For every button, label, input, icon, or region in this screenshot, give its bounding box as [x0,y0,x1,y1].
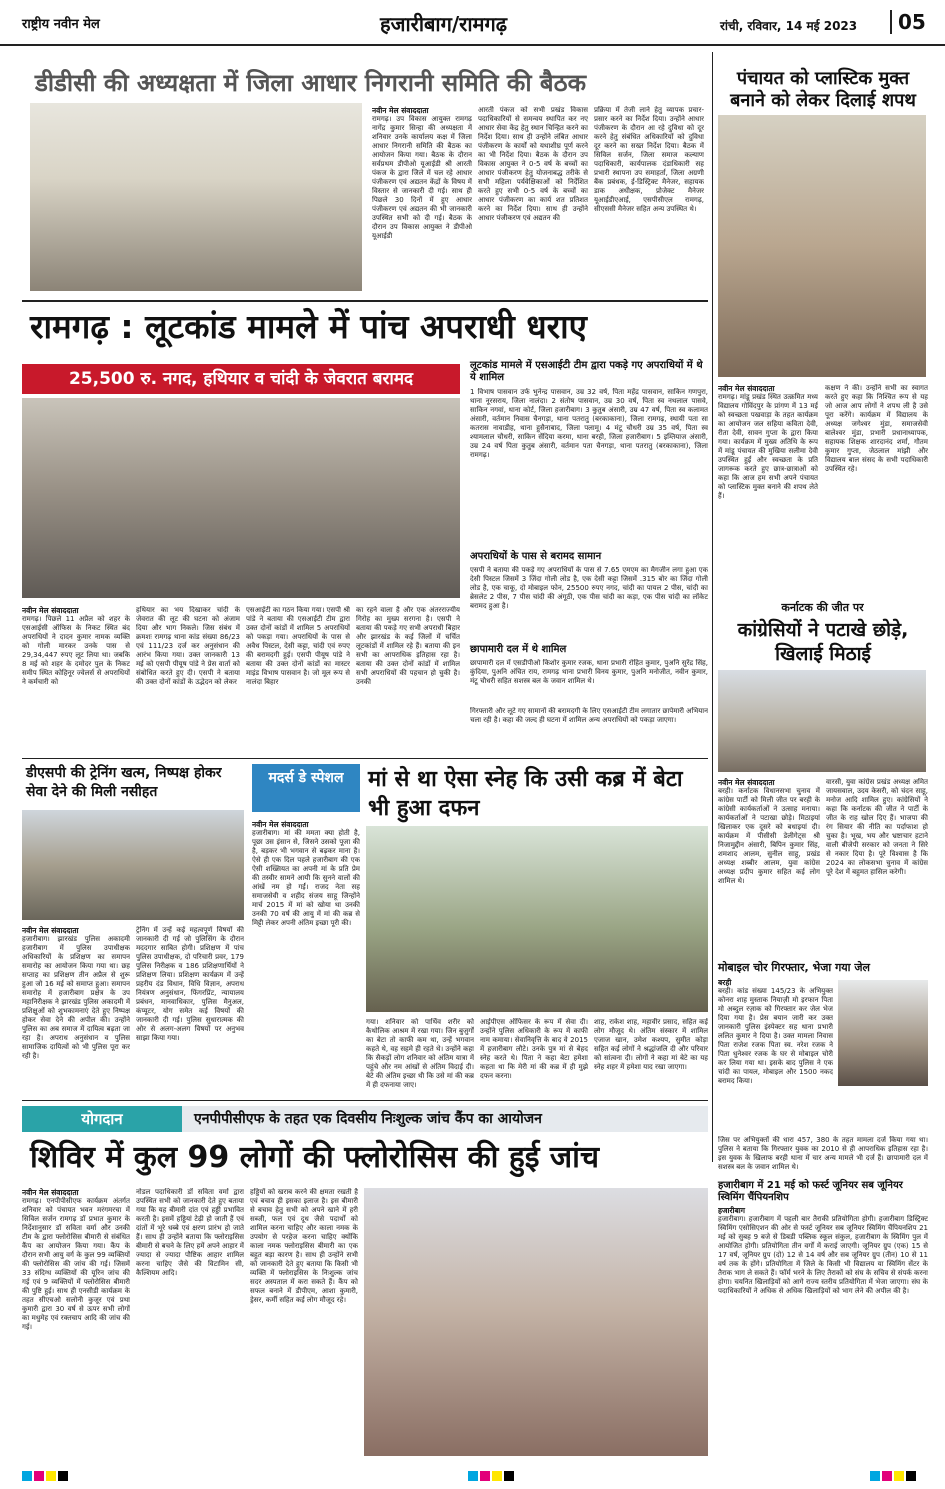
story6-headline: मां से था ऐसा स्नेह कि उसी कब्र में बेटा भी हुआ दफन [368,767,683,821]
story7-byline: बरही [718,978,732,987]
story3-side-body: 1 विभाष पासवान उर्फ भुनेन्द्र पासवान, उम्र 32 वर्ष, पिता महेंद्र पासवान, साकिन गणपुरा, थाना नूरसराय, जिला नालंदा। 2 संतोष पासवान, उम्र 30 वर्ष, पिता स्व नथलाल पासवे, साकिन नगवां, थाना कोर्ट, जिला हजारीबाग। 3 कुतुब अंसारी, उम्र 47 वर्ष, पिता स्व कलामत अंसारी, वर्तमान निवास चैनगड़ा, थाना पतरातु (बरकाकाना), जिला रामगढ़, स्थायी पता सा कतरास नावाडीह, थाना हुसैनाबाद, जिला पलामू। 4 मंटू चौधरी उम्र 35 वर्ष, पिता स्व श्यामलाल चौधरी, साकिन सेंदिया करमा, थाना बरही, जिला हजारीबाग। 5 इम्तियाज अंसारी, उम्र 24 वर्ष पिता कुतुब अंसारी, वर्तमान पता चैनगड़ा, थाना पतरातु (बरकाकाना), जिला रामगढ़। [470,388,708,459]
story3-team-body: छापामारी दल में एसडीपीओ किशोर कुमार रजक, थाना प्रभारी रोहित कुमार, पुअनि सुरेंद्र सिंह, कुंदिया, पुअनि अंचित राय, रामगढ़ थाना प्रभारी विनय कुमार, पुअनि मनोजीत, नवीन कुमार, मंटू चौधरी सहित सशस्त्र बल के जवान शामिल थे। [470,659,708,685]
story9-byline: नवीन मेल संवाददाता [22,1188,79,1197]
story3-col2: हथियार का भय दिखाकर चांदी के जेवरात की लूट की घटना को अंजाम दिया और भाग निकले। जिस संबंध में क्रमशः रामगढ़ थाना कांड संख्या 86/23 एवं 111/23 दर्ज कर अनुसंधान की आरंभ किया गया। उक्त जानकारी 13 मई को एसपी पीयूष पांडे ने प्रेस वार्ता को संबोधित करते हुए दी। एसपी ने बताया की उक्त दोनों कांडों के उद्भेदन को लेकर [136,606,240,686]
story3-col4: का रहने वाला है और एक अंतरराज्यीय गिरोह का मुख्य सरगना है। एसपी ने बताया की पकड़े गए सभी अपराधी बिहार और झारखंड के कई जिलों में चर्चित लूटकांडों में शामिल रहे हैं। बताया की इन सभी का आपराधिक इतिहास रहा है। बताया की उक्त दोनों कांडों में शामिल सभी अपराधियों की पहचान हो चुकी है। उनकी [356,606,460,686]
story8-col1 [718,1206,928,1456]
story4-col1 [718,778,820,958]
story2-photo [718,115,926,377]
story4-kicker: कर्नाटक की जीत पर [781,601,864,614]
story6-col2: गया। शनिवार को पार्थिव शरीर को कैथोलिक आश्रम में रखा गया। जिन बुजुर्गों का बेटा तो काफी कम था, उन्हें भगवान कहते थे, वह सहमे ही रहते थे। उन्होंने कहा कि सैकड़ों लोग शनिवार को अंतिम यात्रा में पहुंचे और नम आंखों से अंतिम विदाई दी। बेटे की अंतिम इच्छा थी कि उसे मां की कब्र में ही दफनाया जाए। [366,1018,474,1089]
story2-byline: नवीन मेल संवाददाता [718,384,775,393]
story8-byline: हजारीबाग [718,1206,745,1215]
story2-col1 [718,384,818,580]
story2-body1: रामगढ़। मांडू प्रखंड स्थित उत्क्रमित मध्य विद्यालय गोविंदपुर के प्रांगण में 13 मई को स्वच्छता पखवाड़ा के तहत कार्यक्रम का आयोजन जल सहिया कविता देवी, रीता देवी, सावन गुप्ता के द्वारा किया गया। कार्यक्रम में मुख्य अतिथि के रूप में मांडू पंचायत की मुखिया सलीमा देवी उपस्थित हुईं और स्वच्छता के प्रति जागरूक करते हुए छात्र-छात्राओं को कहा कि आज हम सभी अपने पंचायत को प्लास्टिक मुक्त बनाने की शपथ लेते हैं। [718,393,818,500]
story3-team-title: छापामारी दल में थे शामिल [470,644,567,655]
story5-headline: डीएसपी की ट्रेनिंग खत्म, निष्पक्ष होकर सेवा देने की मिली नसीहत [26,765,222,800]
story6-body1: हजारीबाग। मां की ममता क्या होती है, पूछा उस इंसान से, जिसने उसको पूजा की है, बड़कर भी भगवान से बढ़कर माना है। ऐसे ही एक दिल पहले हजारीबाग की एक ऐसी शख्सियत का अपनी मां के प्रति प्रेम की तस्वीर सामने आयी कि सुनने वालों की आंखें नम हो गईं। राजद नेता सह समाजसेवी व शहीद संजय साहू जिन्होंने मार्च 2015 में मां को खोया था उनकी उनकी 70 वर्ष की आयु में मां की कब्र से मिट्टी लेकर अपनी अंतिम इच्छा पूरी की। [252,829,360,927]
story8-body1: हजारीबाग। हजारीबाग में पहली बार तैराकी प्रतियोगिता होगी। हजारीबाग डिस्ट्रिक्ट स्विमिंग एसोसिएशन की ओर से फर्स्ट जूनियर सब जूनियर स्विमिंग चैंपियनशिप 21 मई को सुबह 9 बजे से डिबडी पब्लिक स्कूल संकुल, हजारीबाग के स्विमिंग पुल में आयोजित होगी। प्रतियोगिता तीन वर्गों में कराई जाएगी। जूनियर ग्रुप (एक) 15 से 17 वर्ष, जूनियर ग्रुप (दो) 12 से 14 वर्ष और सब जूनियर ग्रुप (तीन) 10 से 11 वर्ष तक के होंगे। प्रतियोगिता में जिले के किसी भी विद्यालय या स्विमिंग सेंटर के तैराक भाग ले सकते हैं। फॉर्म भरने के लिए तैराकों को संघ के सचिव से संपर्क करना होगा। चयनित खिलाड़ियों को आगे राज्य स्तरीय प्रतियोगिता में भेजा जाएगा। संघ के पदाधिकारियों ने अधिक से अधिक खिलाड़ियों को भाग लेने की अपील की है। [718,1215,928,1295]
story3-byline: नवीन मेल संवाददाता [22,606,79,615]
story6-label: मदर्स डे स्पेशल [252,764,360,812]
story1-headline: डीडीसी की अध्यक्षता में जिला आधार निगरानी समिति की बैठक [35,69,586,97]
story3-col1 [22,606,130,756]
story9-headline: शिविर में कुल 99 लोगों की फ्लोरोसिस की हुई जांच [30,1140,600,1175]
story3-recovery-body: एसपी ने बताया की पकड़े गए अपराधियों के पास से 7.65 एमएम का मैगजीन लगा हुआ एक देसी पिस्टल जिसमें 3 जिंदा गोली लोड है, एक देसी कट्टा जिसमें .315 बोर का जिंदा गोली लोड है, एक चाकू, दो मोबाइल फोन, 25500 रुपए नगद, चांदी का पायल 2 पीस, चांदी का ब्रेसलेट 2 पीस, 7 पीस चांदी की अंगूठी, एक पीस चांदी का कड़ा, एक पीस चांदी का लॉकेट बरामद हुआ है। [470,566,708,610]
story4-photo [718,670,926,772]
story2-headline: पंचायत को प्लास्टिक मुक्त बनाने को लेकर दिलाई शपथ [730,68,916,111]
registration-marks-center [468,1466,516,1485]
registration-marks-right [870,1466,918,1485]
story7-col1 [718,978,833,1134]
story9-col1 [22,1188,130,1456]
story9-col3: हड्डियों को खराब करने की क्षमता रखती है एवं बचाव ही इसका इलाज है। इस बीमारी से बचाव हेतु सभी को अपने खाने में हरी सब्जी, फल एवं दूध जैसे पदार्थों को शामिल करना चाहिए और काला नमक के उपयोग से परहेज करना चाहिए क्योंकि काला नमक फ्लोराइसिस बीमारी का एक बहुत बड़ा कारण है। साथ ही उन्होंने सभी को जानकारी देते हुए बताया कि किसी भी व्यक्ति में फ्लोराइसिस के निःशुल्क जांच सदर अस्पताल में करा सकते हैं। कैंप को सफल बनाने में डीपीएम, आशा कुमारी, ड्रेसर, कर्मी सहित कई लोग मौजूद रहे। [250,1188,358,1304]
story4-body1: बरही। कर्नाटक विधानसभा चुनाव में कांग्रेस पार्टी को मिली जीत पर बरही के कांग्रेसी कार्यकर्ताओं ने उत्साह मनाया। कार्यकर्ताओं ने पटाखा छोड़े। मिठाइयां खिलाकर एक दूसरे को बधाइयां दी। कार्यक्रम में पीसीसी डेलीगेट्स श्री निजामुद्दीन अंसारी, बिपिन कुमार सिंह, शमशाद आलम, सुनील साहू, प्रखंड अध्यक्ष शब्बीर आलम, युवा कांग्रेस अध्यक्ष प्रदीप कुमार सहित कई लोग शामिल थे। [718,787,820,885]
story3-tail-body: गिरफ्तारी और लूटे गए सामानों की बरामदगी के लिए एसआईटी टीम लगातार छापेमारी अभियान चला रही है। कहा की जल्द ही घटना में शामिल अन्य अपराधियों को पकड़ा जाएगा। [470,707,708,724]
story9-body1: रामगढ़। एनपीपीसीएफ कार्यक्रम अंतर्गत शनिवार को पंचायत भवन मरंगमरचा में सिविल सर्जन रामगढ़ डॉ प्रभात कुमार के निर्देशानुसार डॉ सविता वर्मा और उनकी टीम के द्वारा फ्लोरोसिस बीमारी से संबंधित कैंप का आयोजन किया गया। कैंप के दौरान सभी आयु वर्ग के कुल 99 व्यक्तियों की फ्लोरोसिस की जांच की गई। जिसमें 33 संदिग्ध व्यक्तियों की यूरिन जांच की गई एवं 9 व्यक्तियों में फ्लोरोसिस बीमारी की पुष्टि हुई। साथ ही एनसीडी कार्यक्रम के तहत सीएचओ सलोनी कुजूर एवं प्रथा कुमारी द्वारा 30 वर्ष से ऊपर सभी लोगों का मधुमेह एवं रक्तचाप आदि की जांच की गई। [22,1197,130,1331]
story3-body1: रामगढ़। पिछले 11 अप्रैल को शहर के एसआईसी ऑफिस के निकट स्थित बंद अपराधियों ने दादन कुमार नामक व्यक्ति को गोली मारकर उनके पास से 29,34,447 रुपए लूट लिया था। जबकि 8 मई को शहर के दमोदर पुल के निकट समीप स्थित कोहिनूर ज्वेलर्स से अपराधियों ने कर्मचारी को [22,615,130,686]
story9-kicker: एनपीपीसीएफ के तहत एक दिवसीय निःशुल्क जांच कैंप का आयोजन [182,1106,708,1132]
story7-headline: मोबाइल चोर गिरफ्तार, भेजा गया जेल [718,961,870,974]
dateline: रांची, रविवार, 14 मई 2023 [720,19,858,33]
story3-strap: 25,500 रु. नगद, हथियार व चांदी के जेवरात बरामद [22,364,460,394]
column-rule [712,52,713,1162]
story1-photo [30,103,362,291]
story1-byline: नवीन मेल संवाददाता [372,106,429,115]
story7-body1: बरही। कांड संख्या 145/23 के अभियुक्त कोनरा शाह मुस्ताक नियाज़ी मो इरफान पिता मो अब्दुल रज़ाक को गिरफ्तार कर जेल भेज दिया गया है। प्रेस बयान जारी कर उक्त जानकारी पुलिस इंस्पेक्टर सह थाना प्रभारी ललित कुमार ने दिया है। उक्त मामला निवास पिता राजेश रजक पिता स्व. नरेश रजक ने पिता धुनेश्वर रजक के घर से मोबाइल चोरी कर लिया गया था। इसके बाद पुलिस ने एक चांदी का पायल, मोबाइल और 1500 नकद बरामद किया। [718,987,833,1085]
story6-byline: नवीन मेल संवाददाता [252,820,309,829]
story5-byline: नवीन मेल संवाददाता [22,926,79,935]
story8-headline: हजारीबाग में 21 मई को फर्स्ट जूनियर सब जूनियर स्विमिंग चैंपियनशिप [718,1180,903,1203]
divider [22,1100,708,1101]
story7-photo [838,980,928,1086]
story9-col2: नोडल पदाधिकारी डॉ सविता वर्मा द्वारा उपस्थित सभी को जानकारी देते हुए बताया गया कि यह बीमारी दांत एवं हड्डी प्रभावित करती है। इसमें हड्डियां टेढ़ी हो जाती हैं एवं दांतों में भूरे धब्बे एवं क्षरण प्रारंभ हो जाते हैं। साथ ही उन्होंने बताया कि फ्लोराइसिस बीमारी से बचने के लिए हमें अपने आहार में ज्यादा से ज्यादा पौष्टिक आहार शामिल करना चाहिए जैसे की विटामिन सी, कैल्शियम आदि। [136,1188,244,1277]
story5-photo [22,810,244,920]
registration-marks-left [22,1466,70,1485]
story6-photo [366,826,708,1012]
story5-col1 [22,926,130,1096]
story6-col1 [252,820,360,1096]
divider [22,300,708,302]
section-title: हजारीबाग/रामगढ़ [380,12,508,36]
page-number: 05 [890,10,926,34]
story6-col3: आईपीएस ऑफिसर के रूप में सेवा दी। उन्होंने पुलिस अधिकारी के रूप में काफी नाम कमाया। सेवानिवृत्ति के बाद वे 2015 में हजारीबाग लौटे। उनके पुत्र मां से बेहद स्नेह करते थे। पिता ने कहा बेटा हमेशा कहता था कि मेरी मां की कब्र में ही मुझे दफन करना। [480,1018,588,1080]
story3-headline: रामगढ़ : लूटकांड मामले में पांच अपराधी धराए [30,307,587,346]
divider [22,758,708,759]
story9-photo [364,1188,708,1456]
story2-col2: कक्षण ने की। उन्होंने सभी का स्वागत करते हुए कहा कि निश्चित रूप से यह जो आज आप लोगों ने शपथ ली है उसे पूरा करेंगे। कार्यक्रम में विद्यालय के अध्यक्ष जगेश्वर मुंडा, समाजसेवी बालेश्वर मुंडा, प्रभारी प्रधानाध्यापक, सहायक शिक्षक शारदानंद शर्मा, गौतम कुमार गुप्ता, जेठलाल मांझी और विद्यालय बाल संसद के सभी पदाधिकारी उपस्थित रहे। [825,384,928,473]
story7-col2: जिस पर अभियुक्तों की धारा 457, 380 के तहत मामला दर्ज किया गया था। पुलिस ने बताया कि गिरफ्तार युवक का 2010 से ही आपराधिक इतिहास रहा है। इस युवक के खिलाफ बरही थाना में चार अन्य मामले भी दर्ज हैं। छापामारी दल में सशस्त्र बल के जवान शामिल थे। [718,1136,928,1171]
masthead: राष्ट्रीय नवीन मेल [22,17,100,32]
story5-body1: हजारीबाग। झारखंड पुलिस अकादमी हजारीबाग में पुलिस उपाधीक्षक अधिकारियों के प्रशिक्षण का समापन समारोह का आयोजन किया गया था। छह सप्ताह का प्रशिक्षण तीन अप्रैल से शुरू हुआ जो 16 मई को समाप्त हुआ। समापन समारोह में हजारीबाग प्रक्षेत्र के उप महानिरीक्षक ने झारखंड पुलिस अकादमी में प्रशिक्षुओं को शुभकामनाएं देते हुए निष्पक्ष होकर सेवा देने की अपील की। उन्होंने पुलिस का अब समाज में दायित्व बढ़ता जा रहा है। अपराध अनुसंधान व पुलिस सामाजिक दायित्वों को भी पुलिस पूरा कर रही है। [22,935,130,1060]
story1-col1 [372,106,472,294]
story3-side-title: लूटकांड मामले में एसआईटी टीम द्वारा पकड़े गए अपराधियों में थे ये शामिल [470,360,703,383]
story3-col3: एसआईटी का गठन किया गया। एसपी श्री पांडे ने बताया की एसआईटी टीम द्वारा उक्त दोनों कांडों में शामिल 5 अपराधियों को पकड़ा गया। अपराधियों के पास से अवैध पिस्टल, देसी कट्टा, चांदी एवं रुपए की बरामदगी हुई। एसपी पीयूष पांडे ने बताया की उक्त दोनों कांडों का मास्टर माइंड विभाष पासवान है। जो मूल रूप से नालंदा बिहार [246,606,350,686]
story3-photo [22,398,460,598]
story1-col2: आरती पंकज को सभी प्रखंड विकास पदाधिकारियों से समन्वय स्थापित कर नए आधार सेवा केंद्र हेतु स्थान चिन्हित करने का निर्देश दिया। साथ ही उन्होंने लंबित आधार पंजीकरण के कार्यों को यथाशीघ्र पूर्ण करने का भी निर्देश दिया। बैठक के दौरान उप विकास आयुक्त ने 0-5 वर्ष के बच्चों का आधार पंजीकरण हेतु योजनाबद्ध तरीके से सभी महिला पर्यवेक्षिकाओं को निर्देशित करते हुए सभी 0-5 वर्ष के बच्चों का आधार पंजीकरण का कार्य शत प्रतिशत करने का निर्देश दिया। साथ ही उन्होंने आधार पंजीकरण एवं अद्यतन की [478,106,588,222]
story1-col3: प्रक्रिया में तेजी लाने हेतु व्यापक प्रचार-प्रसार करने का निर्देश दिया। उन्होंने आधार पंजीकरण के दौरान आ रहे दुविधा को दूर करने हेतु संबंधित अधिकारियों को दुविधा दूर करने का सख्त निर्देश दिया। बैठक में सिविल सर्जन, जिला समाज कल्याण पदाधिकारी, कार्यपालक दंडाधिकारी सह प्रभारी स्थापना उप समाहर्ता, जिला अग्रणी बैंक प्रबंधक, ई-डिस्ट्रिक्ट मैनेजर, सहायक डाक अधीक्षक, प्रोजेक्ट मैनेजर यूआईडीएआई, एसपीसीएल रामगढ़, सीएससी मैनेजर सहित अन्य उपस्थित थे। [594,106,704,213]
story5-col2: ट्रेनिंग में उन्हें कई महत्वपूर्ण विषयों की जानकारी दी गई जो पुलिसिंग के दौरान मददगार साबित होगी। प्रशिक्षण में पांच पुलिस उपाधीक्षक, दो परिचारी प्रवर, 179 पुलिस निरीक्षक व 186 प्रशिक्षणार्थियों ने प्रशिक्षण लिया। प्रशिक्षण कार्यक्रम में उन्हें प्रहरीय दंड विधान, विधि विज्ञान, अपराध नियंत्रण अनुसंधान, फिंगरप्रिंट, न्यायालय प्रबंधन, मानवाधिकार, पुलिस मैनुअल, कंप्यूटर, योग समेत कई विषयों की जानकारी दी गई। पुलिस सुधारात्मक की ओर से अलग-अलग विषयों पर अनुभव साझा किया गया। [136,926,244,1042]
story6-col4: शाह, राकेश शाह, महावीर प्रसाद, सहित कई लोग मौजूद थे। अंतिम संस्कार में शामिल एजाज खान, उमेश कश्यप, सुमीत कोड़ा सहित कई लोगों ने श्रद्धांजलि दी और परिवार को सांत्वना दी। लोगों ने कहा मां बेटे का यह स्नेह शहर में हमेशा याद रखा जाएगा। [594,1018,708,1071]
story1-body1: रामगढ़। उप विकास आयुक्त रामगढ़ नागेंद्र कुमार सिन्हा की अध्यक्षता में शनिवार उनके कार्यालय कक्ष में जिला आधार निगरानी समिति की बैठक का आयोजन किया गया। बैठक के दौरान सर्वप्रथम डीपीओ यूआईडी श्री आरती पंकज के द्वारा जिले में चल रहे आधार पंजीकरण एवं अद्यतन केंद्रों के विषय में विस्तार से जानकारी दी गई। साथ ही पिछले 30 दिनों में हुए आधार पंजीकरण एवं अद्यतन की भी जानकारी उपस्थित सभी को दी गई। बैठक के दौरान उप विकास आयुक्त ने डीपीओ यूआईडी [372,115,472,240]
story4-headline: कांग्रेसियों ने पटाखे छोड़े, खिलाई मिठाई [737,619,909,665]
story3-recovery-title: अपराधियों के पास से बरामद सामान [470,551,602,562]
story4-col2: वारसी, युवा कांग्रेस प्रखंड अध्यक्ष अमित जायसवाल, उदय केसरी, को चंदन साहू, मनोज आदि शामिल हुए। कांग्रेसियों ने कहा कि कर्नाटक की जीत ने पार्टी के जीत के राह खोल दिए हैं। भाजपा की रंग सियार की नीति का पर्दाफाश हो चुका है। भूख, भय और भ्रष्टाचार हटाने वाली बीजेपी सरकार को जनता ने सिरे से नकार दिया है। पूरे विश्वास है कि 2024 का लोकसभा चुनाव में कांग्रेस पूरे देश में बहुमत हासिल करेगी। [826,778,928,876]
story9-tag: योगदान [22,1106,182,1132]
story4-byline: नवीन मेल संवाददाता [718,778,775,787]
